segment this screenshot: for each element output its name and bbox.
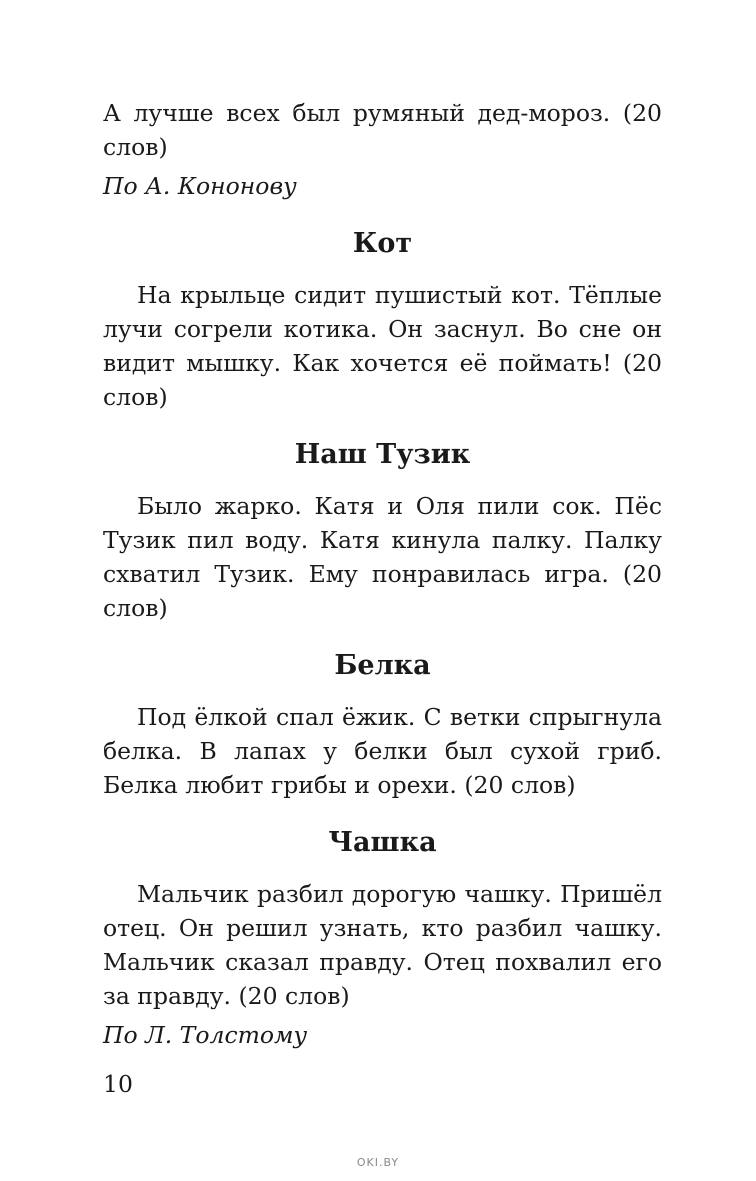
section-title-belka: Белка: [334, 650, 431, 681]
section-text-belka: Под ёлкой спал ёжик. С ветки спрыгнула белка. В лапах у белки был сухой гриб. Белка любит грибы и орехи. (20 слов): [103, 703, 662, 799]
intro-paragraph: А лучше всех был румяный дед-мороз. (20 слов): [103, 99, 662, 161]
section-text-tuzik: Было жарко. Катя и Оля пили сок. Пёс Тузик пил воду. Катя кинула палку. Палку схватил Тузик. Ему понравилась игра. (20 слов): [103, 492, 662, 622]
section-title-tuzik: Наш Тузик: [294, 439, 471, 470]
section-author-chashka: По Л. Толстому: [103, 1021, 308, 1049]
section-title-kot: Кот: [352, 228, 413, 259]
intro-author: По А. Кононову: [103, 172, 297, 200]
section-text-chashka: Мальчик разбил дорогую чашку. Пришёл отец. Он решил узнать, кто разбил чашку. Мальчик сказал правду. Отец похвалил его за правду. (20 слов): [103, 880, 662, 1010]
page-content: [103, 96, 662, 1052]
section-text-kot: На крыльце сидит пушистый кот. Тёплые лучи согрели котика. Он заснул. Во сне он видит мышку. Как хочется её поймать! (20 слов): [103, 281, 662, 411]
page-number: 10: [103, 1070, 133, 1098]
section-title-chashka: Чашка: [328, 827, 437, 858]
watermark: OKI.BY: [356, 1156, 400, 1169]
